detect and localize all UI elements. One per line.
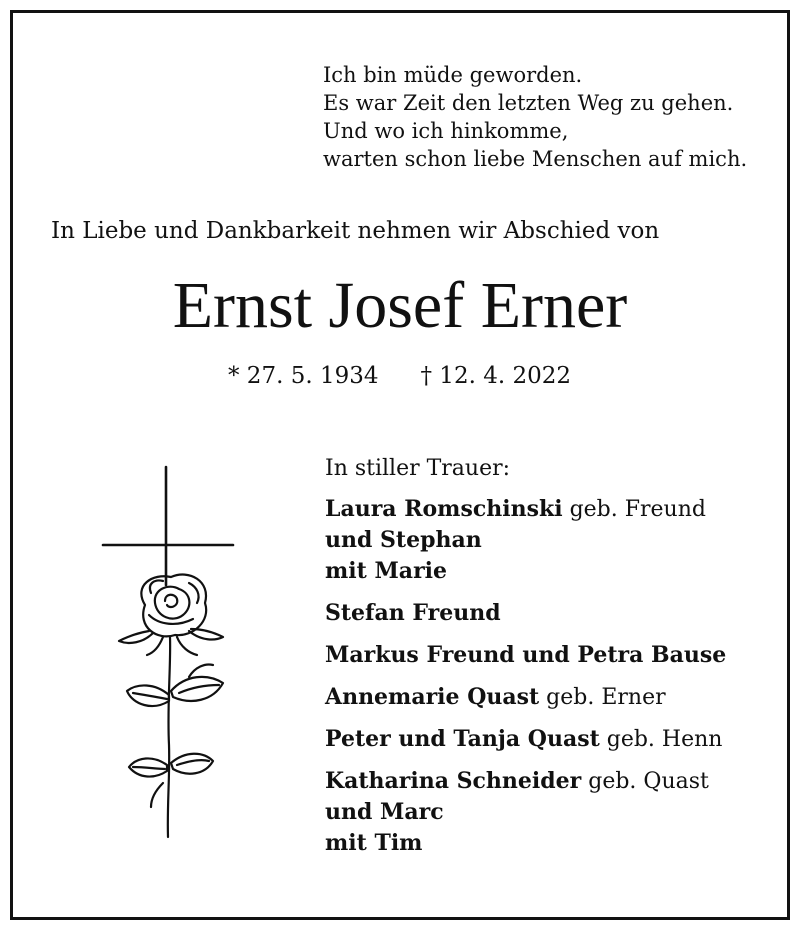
mourner-line: [325, 797, 726, 828]
life-dates: [228, 363, 571, 389]
mourners-list: [325, 453, 726, 870]
mourner-name: Stefan Freund: [325, 600, 501, 626]
obituary-notice: [10, 10, 790, 920]
mourner-note: geb. Freund: [562, 497, 706, 522]
mourner-line: [325, 640, 726, 671]
farewell-intro: In Liebe und Dankbarkeit nehmen wir Abschied von: [51, 218, 660, 244]
mourner-note: geb. Quast: [581, 769, 709, 794]
mourner-name: mit Marie: [325, 558, 448, 584]
poem-line: Ich bin müde geworden.: [323, 63, 583, 87]
mourner-note: geb. Henn: [599, 727, 723, 752]
mourner-name: mit Tim: [325, 830, 423, 856]
deceased-name: Ernst Josef Erner: [172, 269, 628, 342]
mourner-line: [325, 556, 726, 587]
mourner-name: Annemarie Quast: [325, 684, 540, 710]
mourner-line: [325, 724, 726, 755]
mourner-name: Markus Freund und Petra Bause: [325, 642, 727, 668]
mourner-group: [325, 724, 726, 755]
mourner-name: Katharina Schneider: [325, 768, 582, 794]
mourner-name: und Marc: [325, 799, 444, 825]
mourner-group: [325, 766, 726, 859]
poem-line: warten schon liebe Menschen auf mich.: [323, 147, 748, 171]
mourner-line: [325, 598, 726, 629]
mourner-group: [325, 640, 726, 671]
mourner-line: [325, 525, 726, 556]
mourning-title: In stiller Trauer:: [325, 456, 511, 481]
poem: [323, 61, 747, 173]
mourner-name: und Stephan: [325, 527, 482, 553]
mourner-line: [325, 682, 726, 713]
mourner-group: [325, 494, 726, 587]
mourner-name: Peter und Tanja Quast: [325, 726, 600, 752]
mourner-group: [325, 682, 726, 713]
birth-date: * 27. 5. 1934: [228, 363, 379, 389]
mourner-group: [325, 598, 726, 629]
mourner-line: [325, 766, 726, 797]
death-date: † 12. 4. 2022: [420, 363, 571, 389]
mourner-name: Laura Romschinski: [325, 496, 563, 522]
poem-line: Es war Zeit den letzten Weg zu gehen.: [323, 91, 734, 115]
cross-with-rose-icon: [93, 465, 243, 845]
mourner-note: geb. Erner: [539, 685, 666, 710]
mourner-line: [325, 494, 726, 525]
mourner-line: [325, 828, 726, 859]
poem-line: Und wo ich hinkomme,: [323, 119, 569, 143]
